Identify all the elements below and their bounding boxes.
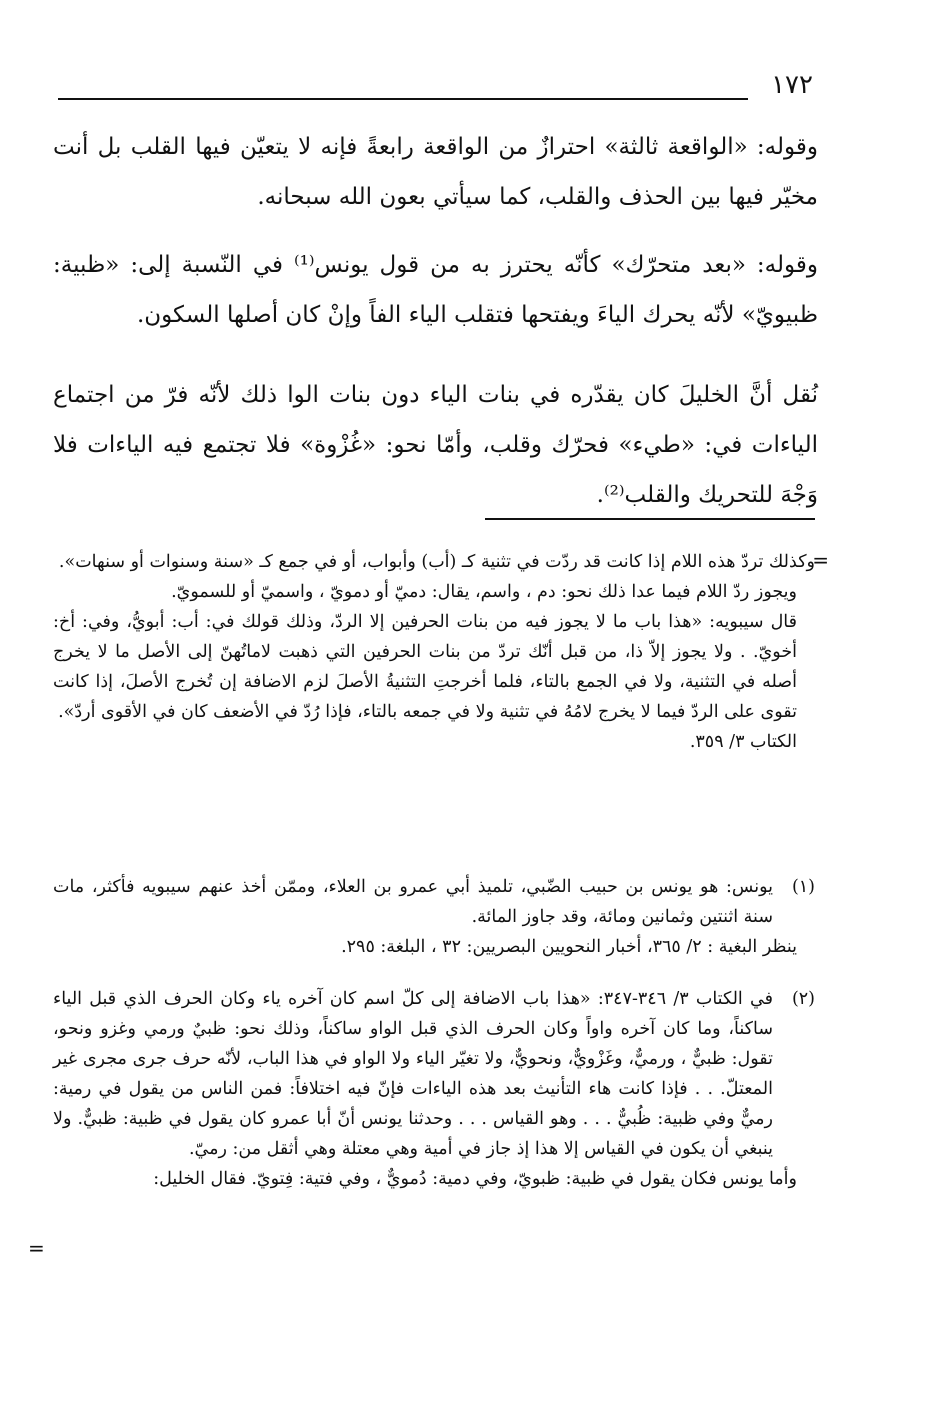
footnote-number: (٢) xyxy=(791,989,815,1009)
footnote-continuation-text: وكذلك تردّ هذه اللام إذا كانت قد ردّت في تثنية كـ (أب) وأبواب، أو في جمع كـ «سنة وسنوات أو سنهات». xyxy=(58,552,815,572)
main-paragraph-2: وقوله: «بعد متحرّك» كأنّه يحترز به من قول يونس⁽¹⁾ في النّسبة إلى: «ظبية: ظبيويّ» لأنّه يحرك الياءَ ويفتحها فتقلب الياء الفاً وإنْ كان أصلها السكون. xyxy=(53,252,819,328)
main-paragraph-3: نُقل أنَّ الخليلَ كان يقدّره في بنات الياء دون بنات الوا ذلك لأنّه فرّ من اجتماع الياءات في: «طيء» فحرّك وقلب، وأمّا نحو: «غُزْوة» فلا تجتمع فيه الياءات فلا وَجْهَ للتحريك والقلب⁽²⁾. xyxy=(53,382,818,508)
footnote-continuation-quote: قال سيبويه: «هذا باب ما لا يجوز فيه من بنات الحرفين إلا الردّ، وذلك قولك في: أب: أبويُّ، وفي: أخ: أخويّ. . ولا يجوز إلاّ ذا، من قبل أنّك تردّ من بنات الحرفين التي ذهبت لاماتُهنّ إلى الأصل ما لا يخرج أصله في التثنية، ولا في الجمع بالتاء، فلما أخرجتِ التثنيةُ الأصلَ لزم الاضافة إن تُخرج الأصلَ، إذا كانت تقوى على الردّ فيما لا يخرج لامُهُ في تثنية ولا في جمعه بالتاء، فإذا رُدّ في الأضعف كان في الأقوى أردّ». xyxy=(53,612,797,722)
footnote-separator xyxy=(485,518,815,520)
footnote-continuation-ref: الكتاب ٣/ ٣٥٩. xyxy=(689,732,797,752)
main-paragraph-1: وقوله: «الواقعة ثالثة» احترازٌ من الواقعة رابعةً فإنه لا يتعيّن فيها القلب بل أنت مخيّر فيها بين الحذف والقلب، كما سيأتي بعون الله سبحانه. xyxy=(53,134,818,210)
header-rule xyxy=(58,98,748,100)
footnote-2 xyxy=(53,984,815,1194)
continuation-mark-start: = xyxy=(812,548,829,572)
footnote-continuation xyxy=(53,547,815,757)
continuation-mark-end: = xyxy=(28,1236,45,1260)
footnote-continuation-text: ويجوز ردّ اللام فيما عدا ذلك نحو: دم ، واسم، يقال: دميّ أو دمويّ ، واسميّ أو للسمويّ. xyxy=(171,582,797,602)
footnote-ref: ينظر البغية : ٢/ ٣٦٥، أخبار النحويين البصريين: ٣٢ ، البلغة: ٢٩٥. xyxy=(341,937,797,957)
footnote-text: يونس: هو يونس بن حبيب الضّبي، تلميذ أبي عمرو بن العلاء، وممّن أخذ عنهم سيبويه فأكثر، مات سنة اثنتين وثمانين ومائة، وقد جاوز المائة. xyxy=(53,877,773,927)
footnote-number: (١) xyxy=(791,877,815,897)
footnote-text: في الكتاب ٣/ ٣٤٦-٣٤٧: «هذا باب الاضافة إلى كلّ اسم كان آخره ياء وكان الحرف الذي قبل الياء ساكناً، وما كان آخره واواً وكان الحرف الذي قبل الواو ساكناً، وذلك نحو: ظبيٌ ورمي وغزو ونحو، تقول: ظبيٌّ ، ورميٌّ، وغَزْويٌّ، ونحويٌّ، ولا تغيّر الياء ولا الواو في هذا الباب، لأنّه حرف جرى مجرى غير المعتلّ. . . فإذا كانت هاء التأنيث بعد هذه الياءات فإنّ فيه اختلافاً: فمن الناس من يقول في رمية: رميٌّ وفي ظبية: ظُبيٌّ . . . وهو القياس . . . وحدثنا يونس أنّ أبا عمرو كان يقول في ظبية: ظبيٌّ. ولا ينبغي أن يكون في القياس إلا هذا إذ جاز في أمية وهي معتلة وهي أثقل من: رميّ. xyxy=(53,989,773,1159)
footnote-text-continued: وأما يونس فكان يقول في ظبية: ظبويّ، وفي دمية: دُمويٌّ ، وفي فتية: فِتويّ. فقال الخليل: xyxy=(153,1169,797,1189)
footnote-1 xyxy=(53,872,815,962)
page-number: ١٧٢ xyxy=(771,70,813,100)
